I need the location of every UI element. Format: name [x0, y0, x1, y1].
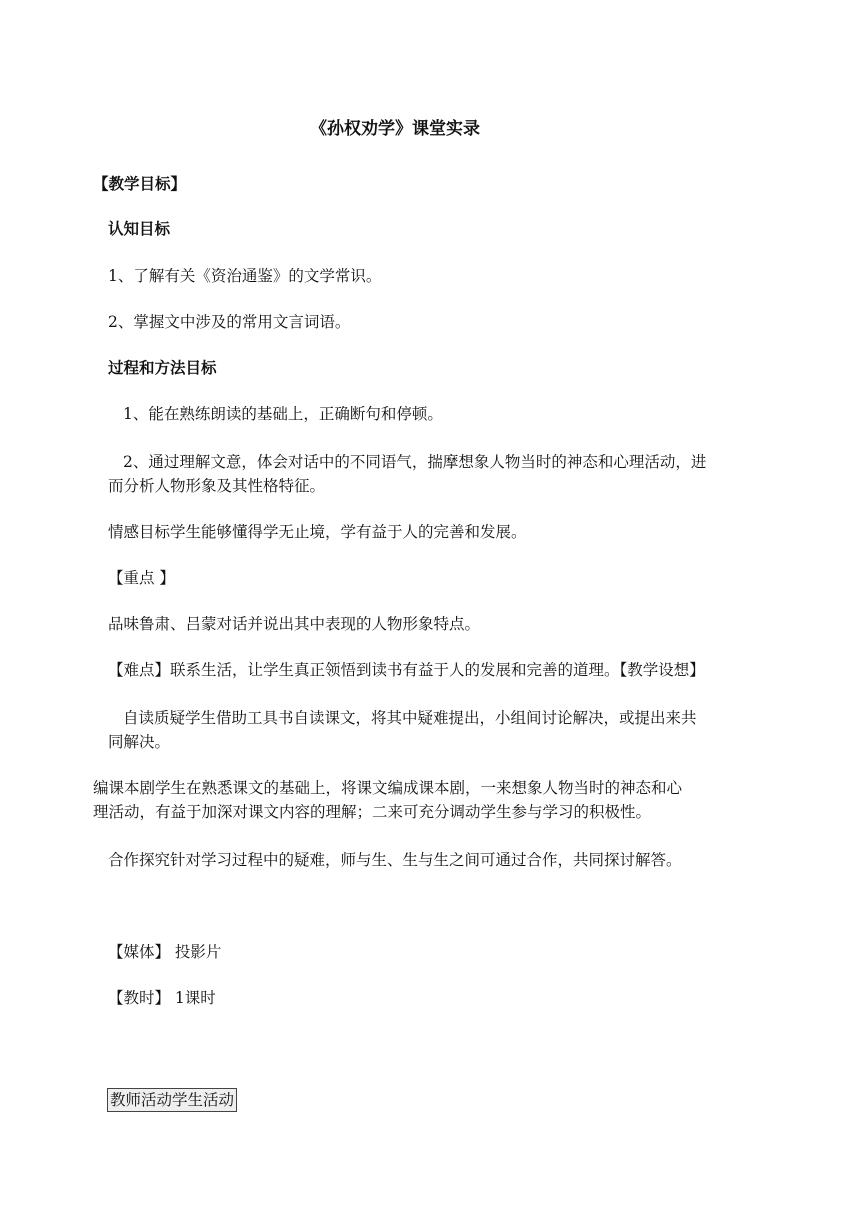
key-point-text: 品味鲁肃、吕蒙对话并说出其中表现的人物形象特点。: [108, 615, 481, 633]
self-study-line-2: 同解决。: [108, 733, 171, 751]
table-header-cell: 教师活动学生活动: [107, 1088, 237, 1112]
media-line: 【媒体】 投影片: [108, 943, 222, 961]
class-hours-line: 【教时】 1课时: [108, 989, 216, 1007]
cognitive-item-2: 2、掌握文中涉及的常用文言词语。: [108, 313, 351, 331]
process-item-1: 1、能在熟练朗读的基础上，正确断句和停顿。: [123, 405, 443, 423]
process-objectives-heading: 过程和方法目标: [108, 359, 217, 377]
textbook-drama-line-1: 编课本剧学生在熟悉课文的基础上，将课文编成课本剧，一来想象人物当时的神态和心: [93, 779, 683, 797]
cognitive-objectives-heading: 认知目标: [108, 220, 171, 238]
cognitive-item-1: 1、了解有关《资治通鉴》的文学常识。: [108, 267, 382, 285]
textbook-drama-line-2: 理活动，有益于加深对课文内容的理解；二来可充分调动学生参与学习的积极性。: [93, 803, 652, 821]
key-point-label: 【重点 】: [108, 569, 175, 587]
document-title: 《孙权劝学》课堂实录: [310, 119, 480, 139]
cooperative-inquiry: 合作探究针对学习过程中的疑难，师与生、生与生之间可通过合作，共同探讨解答。: [108, 851, 682, 869]
process-item-2-line-1: 2、通过理解文意，体会对话中的不同语气，揣摩想象人物当时的神态和心理活动，进: [123, 453, 707, 471]
difficulty-and-design-line: 【难点】联系生活，让学生真正领悟到读书有益于人的发展和完善的道理。【教学设想】: [108, 661, 705, 679]
self-study-line-1: 自读质疑学生借助工具书自读课文，将其中疑难提出，小组间讨论解决，或提出来共: [123, 709, 697, 727]
section-teaching-objectives: 【教学目标】: [93, 175, 187, 193]
process-item-2-line-2: 而分析人物形象及其性格特征。: [108, 477, 326, 495]
emotion-objectives: 情感目标学生能够懂得学无止境，学有益于人的完善和发展。: [108, 523, 527, 541]
